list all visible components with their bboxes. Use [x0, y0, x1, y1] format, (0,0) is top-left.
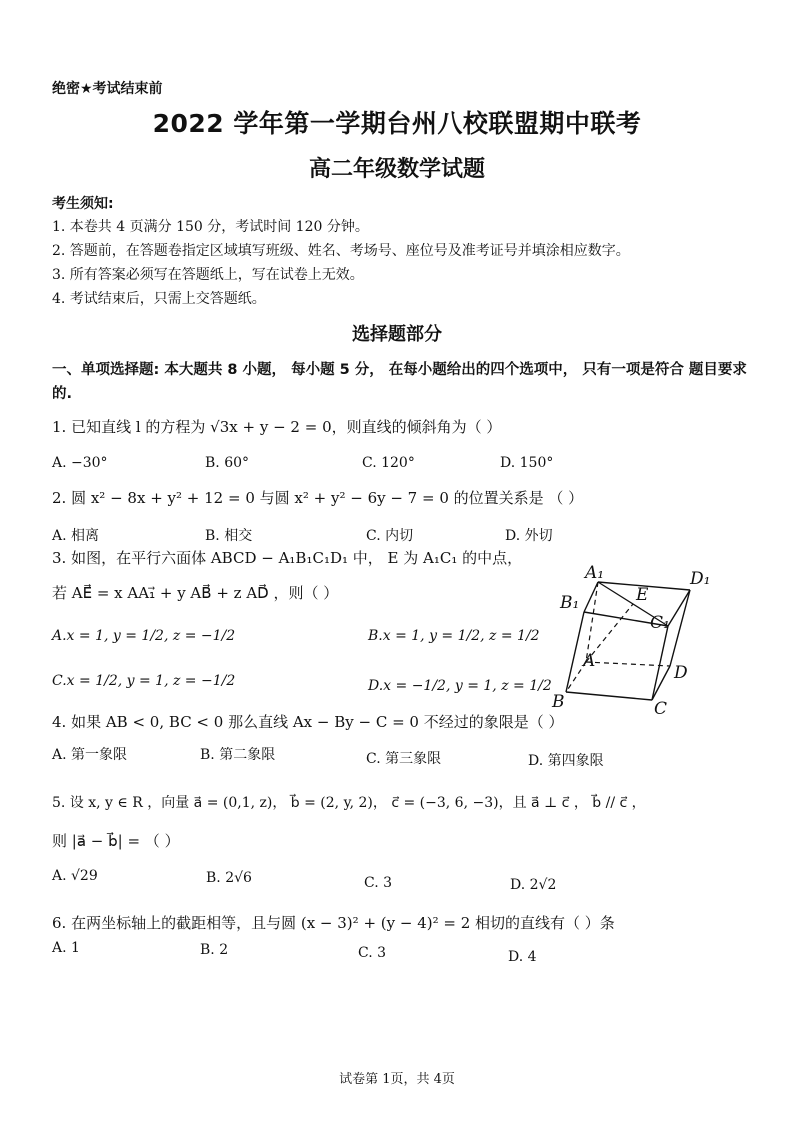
- q6-option-b: B. 2: [200, 942, 229, 958]
- notice-item: 3. 所有答案必须写在答题纸上，写在试卷上无效。: [52, 267, 364, 283]
- q4-option-a: A. 第一象限: [52, 747, 128, 763]
- question-5-stem-2: 则 |a⃗ − b⃗| = （ ）: [52, 832, 180, 850]
- q4-option-b: B. 第二象限: [200, 747, 276, 763]
- q5-option-d: D. 2√2: [510, 877, 557, 893]
- page-footer: 试卷第 1页，共 4页: [339, 1072, 455, 1087]
- q4-option-d: D. 第四象限: [528, 753, 604, 769]
- label-c: C: [654, 699, 668, 718]
- label-a1: A₁: [585, 563, 605, 583]
- part-instructions: 一、单项选择题: 本大题共 8 小题， 每小题 5 分， 在每小题给出的四个选项中， 只有一项是符合 题目要求的.: [52, 362, 747, 402]
- q4-option-c: C. 第三象限: [366, 751, 442, 767]
- q2-option-d: D. 外切: [505, 528, 553, 544]
- q2-option-b: B. 相交: [205, 528, 253, 544]
- q6-option-d: D. 4: [508, 949, 537, 965]
- question-3-stem: 3. 如图，在平行六面体 ABCD − A₁B₁C₁D₁ 中， E 为 A₁C₁ 的中点，: [52, 549, 523, 567]
- q6-option-c: C. 3: [358, 945, 387, 961]
- q5-option-c: C. 3: [364, 875, 393, 891]
- label-d: D: [674, 663, 688, 683]
- q2-option-c: C. 内切: [366, 528, 414, 544]
- q3-option-d: D.x = −1/2, y = 1, z = 1/2: [368, 678, 552, 694]
- notice-heading: 考生须知:: [52, 196, 114, 212]
- q5-option-b: B. 2√6: [206, 870, 252, 886]
- label-b1: B₁: [560, 593, 580, 613]
- q5-option-a: A. √29: [52, 868, 98, 884]
- q1-option-c: C. 120°: [362, 455, 415, 471]
- q3-option-a: A.x = 1, y = 1/2, z = −1/2: [52, 628, 236, 644]
- notice-item: 4. 考试结束后，只需上交答题纸。: [52, 291, 266, 307]
- label-c1: C₁: [650, 613, 670, 633]
- label-d1: D₁: [690, 569, 711, 589]
- exam-subtitle: 高二年级数学试题: [308, 157, 485, 182]
- label-a: A: [583, 651, 596, 671]
- q1-option-b: B. 60°: [205, 455, 250, 471]
- question-5-stem: 5. 设 x, y ∈ R ，向量 a⃗ = (0,1, z)， b⃗ = (2, y, 2)， c⃗ = (−3, 6, −3)，且 a⃗ ⊥ c⃗ ， b⃗ // c⃗ ，: [52, 795, 646, 811]
- q1-option-d: D. 150°: [500, 455, 554, 471]
- question-6-stem: 6. 在两坐标轴上的截距相等，且与圆 (x − 3)² + (y − 4)² = 2 相切的直线有（ ）条: [52, 914, 615, 932]
- question-2-stem: 2. 圆 x² − 8x + y² + 12 = 0 与圆 x² + y² − 6y − 7 = 0 的位置关系是 （ ）: [52, 489, 584, 507]
- notice-item: 1. 本卷共 4 页满分 150 分，考试时间 120 分钟。: [52, 219, 369, 235]
- confidential-label: 绝密★考试结束前: [52, 81, 163, 97]
- label-b: B: [552, 692, 565, 712]
- parallelepiped-figure: [545, 558, 725, 718]
- q2-option-a: A. 相离: [52, 528, 100, 544]
- q6-option-a: A. 1: [52, 940, 80, 956]
- question-4-stem: 4. 如果 AB < 0, BC < 0 那么直线 Ax − By − C = 0 不经过的象限是（ ）: [52, 713, 564, 731]
- q3-option-b: B.x = 1, y = 1/2, z = 1/2: [368, 628, 540, 644]
- exam-title: 2022 学年第一学期台州八校联盟期中联考: [152, 109, 642, 138]
- question-3-stem-2: 若 AE⃗ = x AA₁⃗ + y AB⃗ + z AD⃗ ，则（ ）: [52, 584, 339, 602]
- label-e: E: [636, 585, 649, 605]
- section-title: 选择题部分: [352, 324, 442, 345]
- question-1-stem: 1. 已知直线 l 的方程为 √3x + y − 2 = 0，则直线的倾斜角为（ ）: [52, 418, 502, 436]
- q1-option-a: A. −30°: [52, 455, 108, 471]
- notice-item: 2. 答题前，在答题卷指定区域填写班级、姓名、考场号、座位号及准考证号并填涂相应数字。: [52, 243, 630, 259]
- q3-option-c: C.x = 1/2, y = 1, z = −1/2: [52, 673, 236, 689]
